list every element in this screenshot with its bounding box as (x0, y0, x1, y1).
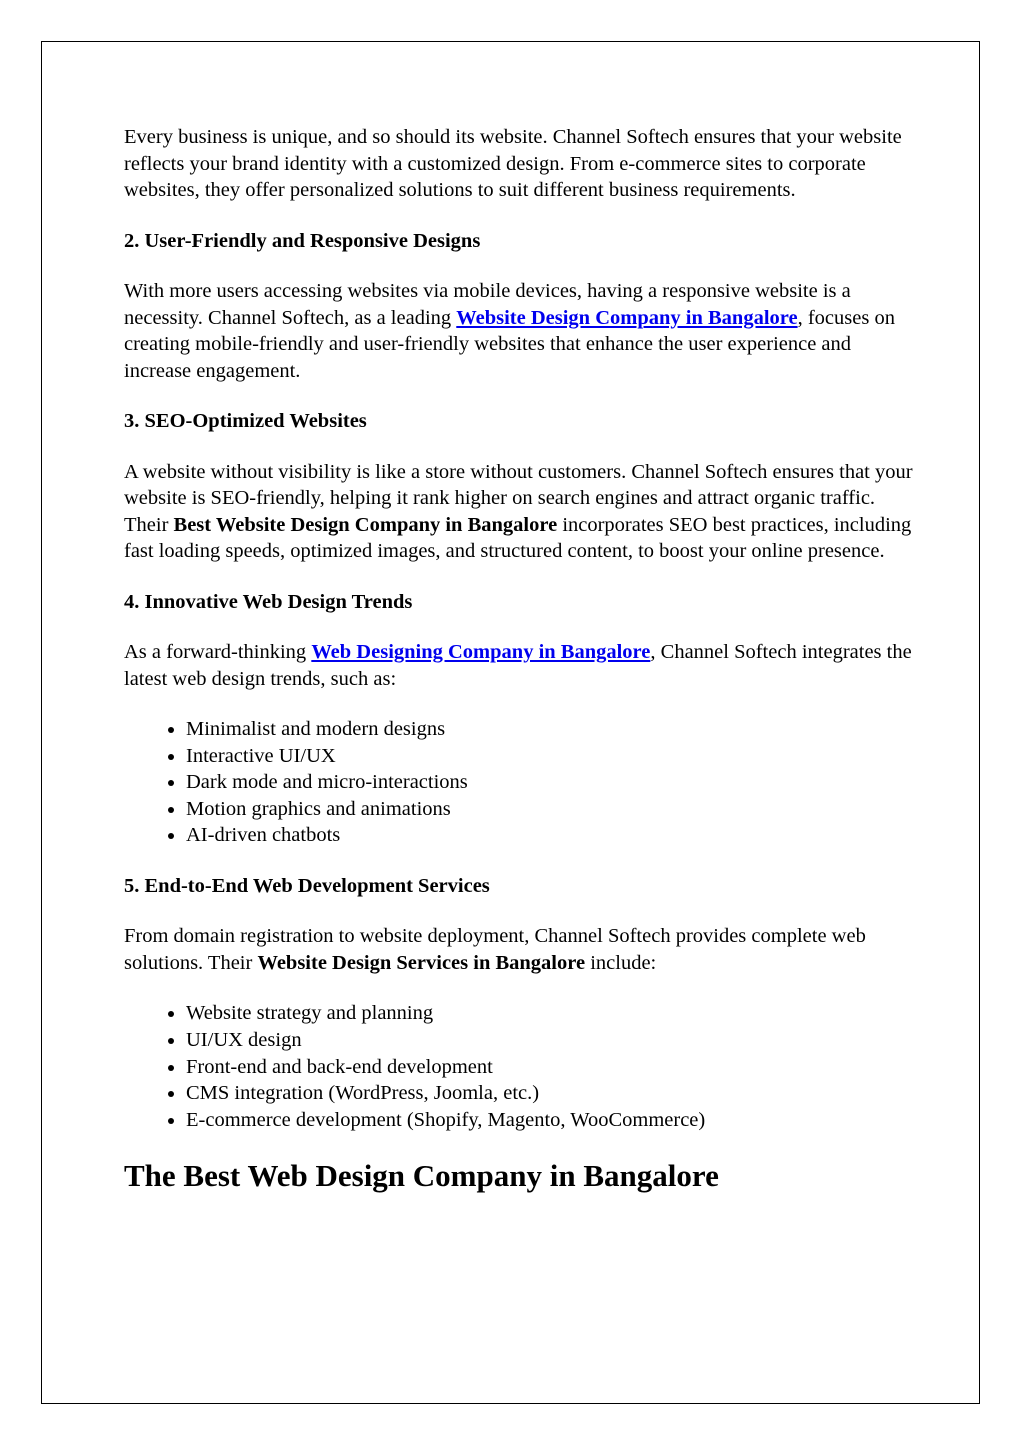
section-3-bold-phrase: Best Website Design Company in Bangalore (173, 513, 558, 536)
section-2-heading: 2. User-Friendly and Responsive Designs (124, 229, 481, 252)
section-4-paragraph (124, 639, 914, 692)
section-2-text-after: , focuses on creating mobile-friendly and user-friendly websites that enhance the user experience and increase engagement. (124, 306, 895, 382)
list-item: • UI/UX design (186, 1027, 914, 1054)
list-item: • CMS integration (WordPress, Joomla, etc.) (186, 1080, 914, 1107)
list-item: • Dark mode and micro-interactions (186, 769, 914, 796)
section-3-text-before: A website without visibility is like a store without customers. Channel Softech ensures that your website is SEO-friendly, helping it rank higher on search engines and attract organic traffic. Their (124, 460, 913, 536)
section-2-paragraph (124, 278, 914, 384)
section-5-paragraph (124, 923, 914, 976)
list-item: • AI-driven chatbots (186, 822, 914, 849)
section-5-bold-phrase: Website Design Services in Bangalore (257, 951, 586, 974)
intro-paragraph: Every business is unique, and so should its website. Channel Softech ensures that your website reflects your brand identity with a customized design. From e-commerce sites to corporate websites, they offer personalized solutions to suit different business requirements. (124, 126, 902, 201)
section-5-text-after: include: (585, 951, 657, 974)
closing-heading: The Best Web Design Company in Bangalore (124, 1158, 719, 1194)
section-3-text-after: incorporates SEO best practices, including fast loading speeds, optimized images, and structured content, to boost your online presence. (124, 513, 912, 562)
list-item: • Website strategy and planning (186, 1000, 914, 1027)
design-trends-list (124, 716, 914, 849)
list-item: • Minimalist and modern designs (186, 716, 914, 743)
section-4-text-after: , Channel Softech integrates the latest web design trends, such as: (124, 641, 912, 690)
section-2-text-before: With more users accessing websites via mobile devices, having a responsive website is a necessity. Channel Softech, as a leading (124, 280, 851, 329)
list-item: • Motion graphics and animations (186, 796, 914, 823)
section-3-paragraph (124, 459, 914, 565)
list-item: • Interactive UI/UX (186, 743, 914, 770)
document-body (124, 124, 914, 1195)
section-5-heading: 5. End-to-End Web Development Services (124, 874, 490, 897)
list-item: • E-commerce development (Shopify, Magento, WooCommerce) (186, 1107, 914, 1134)
web-designing-company-link[interactable]: Web Designing Company in Bangalore (311, 641, 651, 663)
list-item: • Front-end and back-end development (186, 1054, 914, 1081)
section-4-heading: 4. Innovative Web Design Trends (124, 590, 413, 613)
section-5-text-before: From domain registration to website deployment, Channel Softech provides complete web solutions. Their (124, 925, 866, 974)
section-4-text-before: As a forward-thinking (124, 641, 312, 663)
section-3-heading: 3. SEO-Optimized Websites (124, 410, 367, 432)
website-design-company-link[interactable]: Website Design Company in Bangalore (456, 306, 798, 329)
web-services-list (124, 1000, 914, 1133)
